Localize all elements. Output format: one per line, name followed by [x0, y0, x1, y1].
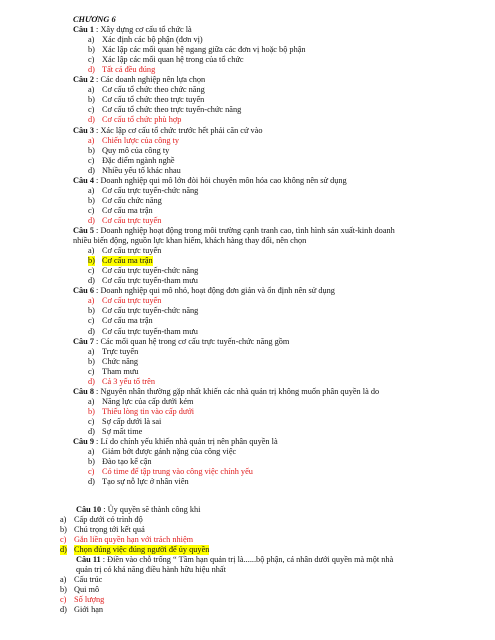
option-text: Cơ cấu trực tuyến-chức năng [102, 266, 199, 276]
question-text: : Doanh nghiệp qui mô lớn đòi hỏi chuyên môn hóa cao không nên sử dụng [93, 175, 347, 185]
option-letter: a) [60, 515, 67, 525]
answer-option [0, 35, 495, 45]
question-text: : Doanh nghiệp hoạt động trong môi trường cạnh tranh cao, tình hình sản xuất-kinh doanh [93, 226, 395, 236]
option-text: Cơ cấu ma trận [102, 316, 153, 326]
option-letter: b) [88, 306, 95, 316]
option-letter: d) [88, 276, 95, 286]
option-text: Chọn đúng việc đúng người để ủy quyền [74, 545, 210, 555]
answer-option [0, 276, 495, 286]
answer-option [0, 457, 495, 467]
option-letter: c) [60, 535, 67, 545]
answer-option [0, 595, 495, 605]
question-number: Câu 3 [73, 125, 94, 135]
question-number: Câu 11 [76, 555, 101, 565]
option-letter: a) [88, 246, 95, 256]
question-stem [73, 126, 495, 136]
option-text: Cơ cấu chức năng [102, 195, 162, 205]
option-letter: c) [88, 467, 95, 477]
question-stem [73, 387, 495, 397]
option-text: Giới hạn [74, 605, 104, 615]
option-text: Cơ cấu tổ chức phù hợp [102, 115, 182, 125]
option-text: Trực tuyến [102, 346, 139, 356]
question-stem [73, 75, 495, 85]
question-stem [73, 25, 495, 35]
option-text: Nhiều yếu tố khác nhau [102, 165, 181, 175]
option-text: Xác định các bộ phận (đơn vị) [102, 35, 203, 45]
answer-option [0, 545, 495, 555]
question-number: Câu 4 [73, 175, 94, 185]
option-text: Cơ cấu trực tuyến [102, 246, 162, 256]
option-letter: c) [60, 595, 67, 605]
option-letter: d) [88, 215, 95, 225]
question-stem [73, 226, 495, 236]
option-letter: b) [88, 256, 95, 266]
option-letter: b) [88, 95, 95, 105]
option-letter: a) [88, 135, 95, 145]
option-letter: a) [88, 447, 95, 457]
answer-option [0, 85, 495, 95]
answer-option [0, 515, 495, 525]
answer-option [0, 407, 495, 417]
question-8 [0, 387, 495, 437]
option-letter: c) [88, 316, 95, 326]
question-stem [73, 337, 495, 347]
option-letter: a) [88, 85, 95, 95]
answer-option [0, 186, 495, 196]
option-text: Thiếu lòng tin vào cấp dưới [102, 406, 195, 416]
answer-option [0, 367, 495, 377]
answer-option [0, 136, 495, 146]
question-number: Câu 7 [73, 336, 94, 346]
option-text: Cơ cấu tổ chức theo trực tuyến [102, 95, 205, 105]
answer-option [0, 296, 495, 306]
option-text: Giảm bớt được gánh nặng của công việc [102, 447, 237, 457]
answer-option [0, 316, 495, 326]
answer-option [0, 535, 495, 545]
option-text: Năng lực của cấp dưới kém [102, 396, 194, 406]
question-text: : Điền vào chỗ trống “ Tầm hạn quản trị là......bộ phận, cá nhân dưới quyền mà một nhà [100, 555, 394, 565]
option-text: Gắn liền quyền hạn với trách nhiệm [74, 535, 194, 545]
question-stem [76, 505, 495, 515]
option-text: Tạo sự nỗ lực ở nhân viên [102, 477, 189, 487]
option-letter: d) [88, 165, 95, 175]
answer-option [0, 377, 495, 387]
question-11 [0, 555, 495, 615]
option-text: Cơ cấu tổ chức theo trực tuyến-chức năng [102, 105, 242, 115]
option-text: Số lượng [74, 595, 105, 605]
option-text: Đào tạo kế cận [102, 457, 152, 467]
question-text: : Các doanh nghiệp nên lựa chọn [93, 75, 206, 85]
option-letter: c) [88, 105, 95, 115]
answer-option [0, 427, 495, 437]
option-text: Tất cả đều đúng [102, 65, 156, 75]
option-letter: c) [88, 55, 95, 65]
answer-option [0, 45, 495, 55]
option-letter: d) [60, 605, 67, 615]
option-text: Xác lập các mối quan hệ trong của tổ chức [102, 55, 244, 65]
answer-option [0, 115, 495, 125]
option-text: Qui mô [74, 585, 100, 595]
chapter-title: CHƯƠNG 6 [73, 15, 116, 24]
answer-option [0, 166, 495, 176]
option-text: Cấu trúc [74, 575, 103, 585]
option-text: Quy mô của công ty [102, 145, 170, 155]
answer-option [0, 306, 495, 316]
question-2 [0, 75, 495, 125]
option-text: Đặc điểm ngành nghề [102, 155, 175, 165]
question-stem [73, 176, 495, 186]
answer-option [0, 397, 495, 407]
answer-option [0, 605, 495, 615]
option-letter: b) [88, 45, 95, 55]
answer-option [0, 575, 495, 585]
option-text: Chức năng [102, 356, 139, 366]
question-text-continued: quản trị có khả năng điều hành hữu hiệu nhất [76, 565, 226, 575]
question-number: Câu 5 [73, 226, 94, 236]
question-9 [0, 437, 495, 487]
option-text: Cơ cấu ma trận [102, 256, 153, 266]
option-text: Cấp dưới có trình độ [74, 515, 143, 525]
chapter-heading [0, 15, 495, 25]
question-text: : Lí do chính yếu khiến nhà quản trị nên phân quyền là [93, 437, 278, 447]
question-stem [73, 286, 495, 296]
option-text: Cơ cấu trực tuyến [102, 296, 162, 306]
option-letter: c) [88, 155, 95, 165]
question-text: : Nguyên nhân thường gặp nhất khiến các nhà quản trị không muốn phân quyền là do [93, 386, 380, 396]
question-4 [0, 176, 495, 226]
option-text: Có time để tập trung vào công việc chính yếu [102, 467, 253, 477]
question-3 [0, 126, 495, 176]
option-letter: b) [60, 585, 67, 595]
option-text: Cơ cấu tổ chức theo chức năng [102, 85, 205, 95]
option-letter: d) [88, 477, 95, 487]
question-text: : Ủy quyền sẽ thành công khi [101, 505, 201, 514]
question-number: Câu 8 [73, 386, 94, 396]
option-letter: b) [88, 457, 95, 467]
option-letter: c) [88, 416, 95, 426]
question-5 [0, 226, 495, 286]
option-text: Sợ cấp dưới là sai [102, 416, 162, 426]
answer-option [0, 105, 495, 115]
question-10 [0, 505, 495, 555]
option-text: Chú trọng tới kết quả [74, 525, 145, 535]
answer-option [0, 246, 495, 256]
option-letter: c) [88, 266, 95, 276]
option-letter: a) [88, 185, 95, 195]
question-number: Câu 6 [73, 286, 94, 296]
question-text: : Các mối quan hệ trong cơ cấu trực tuyến-chức năng gồm [93, 336, 290, 346]
option-letter: b) [88, 195, 95, 205]
option-letter: d) [88, 65, 95, 75]
answer-option [0, 95, 495, 105]
answer-option [0, 216, 495, 226]
option-letter: b) [60, 525, 67, 535]
question-text-continued: nhiều biến động, nguồn lực khan hiếm, khách hàng thay đổi, nên chọn [73, 236, 307, 246]
question-number: Câu 1 [73, 25, 94, 35]
question-stem [73, 437, 495, 447]
answer-option [0, 347, 495, 357]
option-letter: d) [88, 376, 95, 386]
option-text: Chiến lược của công ty [102, 135, 180, 145]
option-text: Cả 3 yếu tố trên [102, 376, 155, 386]
option-text: Sợ mất time [102, 427, 143, 437]
answer-option [0, 417, 495, 427]
question-stem [76, 555, 495, 565]
question-number: Câu 9 [73, 437, 94, 447]
option-text: Xác lập các mối quan hệ ngang giữa các đơn vị hoặc bộ phận [102, 45, 306, 55]
option-letter: d) [88, 427, 95, 437]
option-letter: b) [88, 356, 95, 366]
question-text: : Xây dựng cơ cấu tổ chức là [93, 25, 192, 35]
option-text: Cơ cấu trực tuyến-chức năng [102, 185, 199, 195]
answer-option [0, 467, 495, 477]
option-letter: d) [88, 326, 95, 336]
option-letter: a) [88, 346, 95, 356]
option-letter: d) [88, 115, 95, 125]
option-letter: a) [88, 296, 95, 306]
option-letter: a) [60, 575, 67, 585]
option-letter: a) [88, 35, 95, 45]
answer-option [0, 266, 495, 276]
option-text: Cơ cấu ma trận [102, 205, 153, 215]
answer-option [0, 196, 495, 206]
option-letter: a) [88, 396, 95, 406]
answer-option [0, 357, 495, 367]
question-7 [0, 337, 495, 387]
answer-option [0, 447, 495, 457]
option-letter: d) [60, 545, 67, 555]
answer-option [0, 156, 495, 166]
answer-option [0, 55, 495, 65]
option-letter: c) [88, 205, 95, 215]
answer-option [0, 585, 495, 595]
question-1 [0, 25, 495, 75]
answer-option [0, 206, 495, 216]
option-letter: b) [88, 406, 95, 416]
question-6 [0, 286, 495, 336]
question-text: : Xác lập cơ cấu tổ chức trước hết phải căn cứ vào [93, 125, 263, 135]
answer-option [0, 477, 495, 487]
answer-option [0, 327, 495, 337]
answer-option [0, 256, 495, 266]
option-text: Cơ cấu trực tuyến-tham mưu [102, 276, 198, 286]
option-text: Tham mưu [102, 366, 139, 376]
answer-option [0, 65, 495, 75]
question-text: : Doanh nghiệp qui mô nhỏ, hoạt động đơn giản và ổn định nên sử dụng [93, 286, 335, 296]
question-number: Câu 2 [73, 75, 94, 85]
option-letter: c) [88, 366, 95, 376]
question-number: Câu 10 [76, 505, 102, 514]
option-text: Cơ cấu trực tuyến [102, 215, 162, 225]
option-text: Cơ cấu trực tuyến-tham mưu [102, 326, 198, 336]
option-text: Cơ cấu trực tuyến-chức năng [102, 306, 199, 316]
option-letter: b) [88, 145, 95, 155]
answer-option [0, 146, 495, 156]
answer-option [0, 525, 495, 535]
